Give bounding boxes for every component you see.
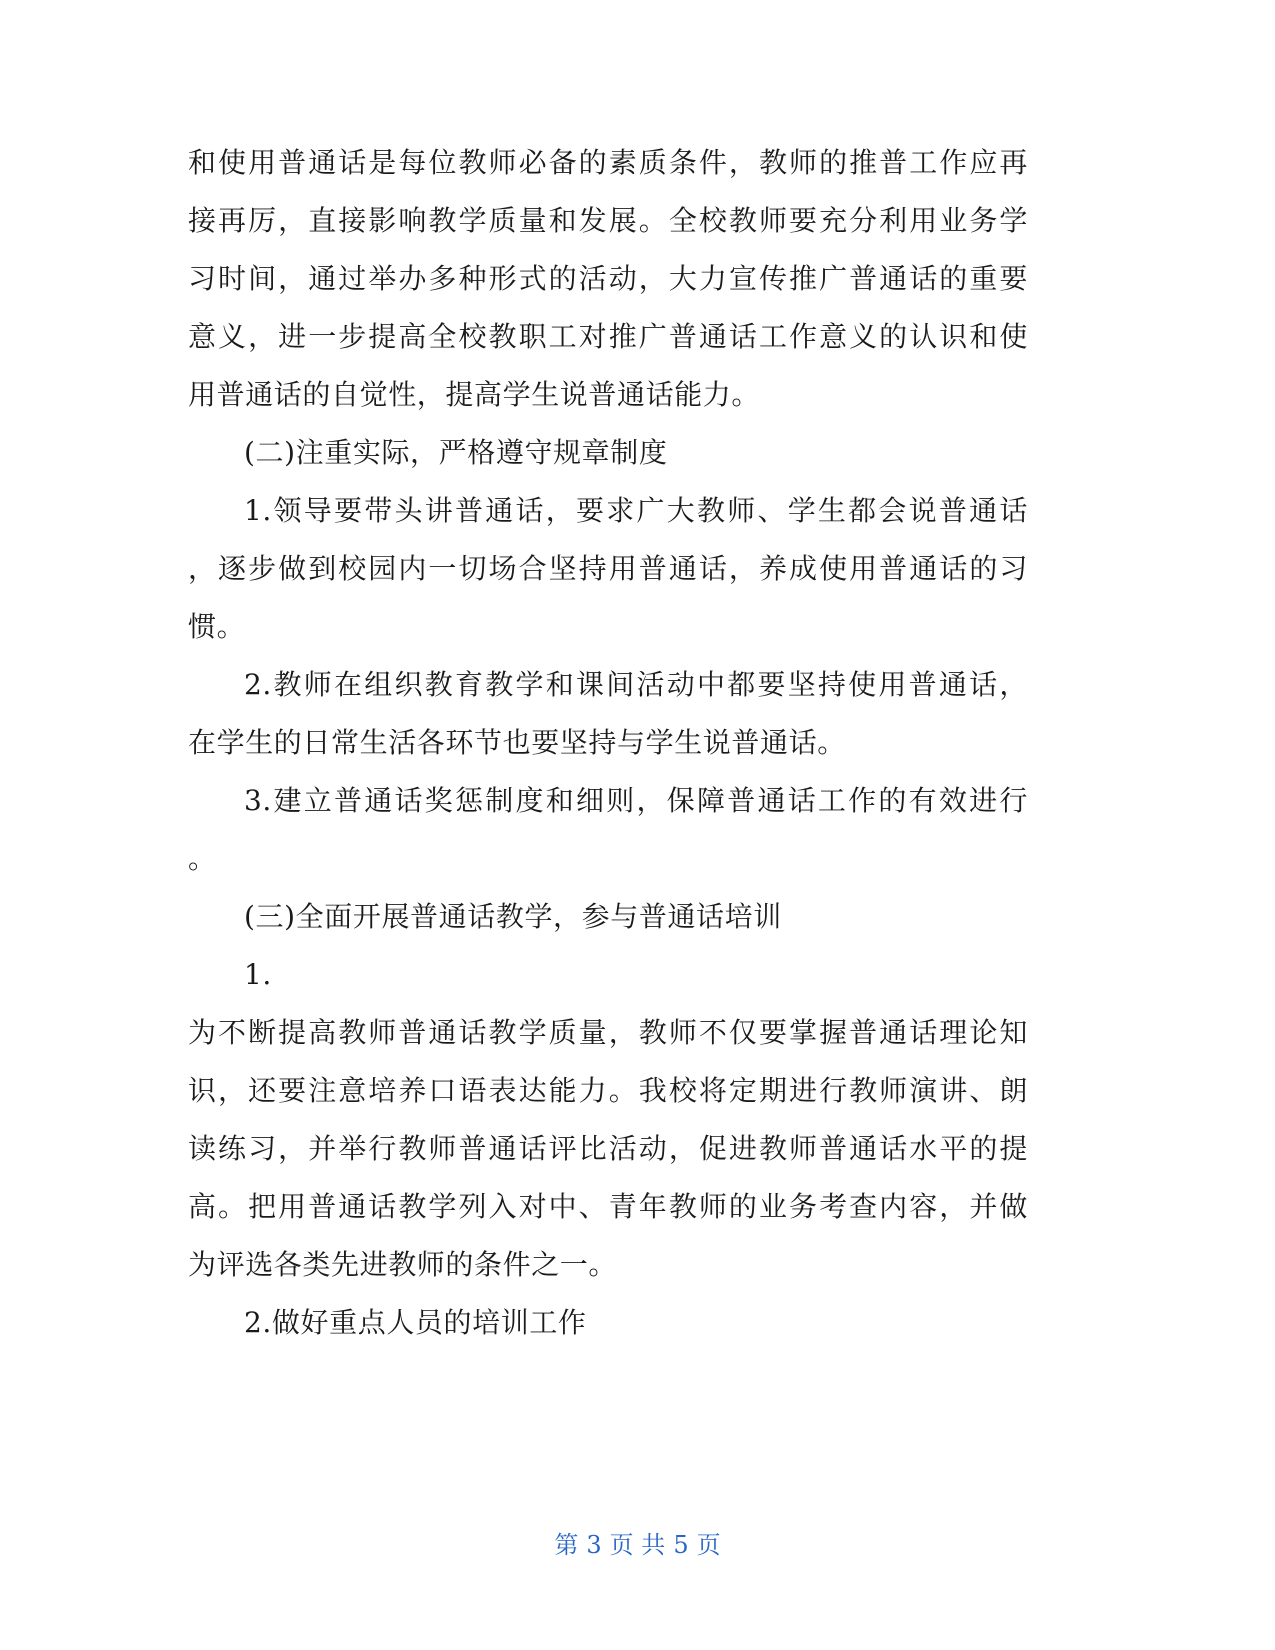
- body-text-line: 。: [188, 842, 217, 875]
- body-text-line: 用普通话的自觉性，提高学生说普通话能力。: [188, 378, 761, 411]
- body-text-line: 为评选各类先进教师的条件之一。: [188, 1248, 618, 1281]
- body-text-line: 接再厉，直接影响教学质量和发展。全校教师要充分利用业务学: [188, 204, 1028, 237]
- list-item-text: 3.建立普通话奖惩制度和细则，保障普通话工作的有效进行: [244, 784, 1028, 817]
- list-item-text: 1.领导要带头讲普通话，要求广大教师、学生都会说普通话: [244, 494, 1028, 527]
- body-text-line: ，逐步做到校园内一切场合坚持用普通话，养成使用普通话的习: [188, 552, 1028, 585]
- body-text-line: 意义，进一步提高全校教职工对推广普通话工作意义的认识和使: [188, 320, 1028, 353]
- total-pages-number: 5: [673, 1531, 689, 1559]
- body-text-line: 惯。: [188, 610, 246, 643]
- current-page-number: 3: [586, 1531, 602, 1559]
- body-text-line: 高。把用普通话教学列入对中、青年教师的业务考查内容，并做: [188, 1190, 1028, 1223]
- section-heading: (三)全面开展普通话教学，参与普通话培训: [244, 900, 782, 933]
- body-text-line: 为不断提高教师普通话教学质量，教师不仅要掌握普通话理论知: [188, 1016, 1028, 1049]
- body-text-line: 和使用普通话是每位教师必备的素质条件，教师的推普工作应再: [188, 146, 1028, 179]
- body-text-line: 习时间，通过举办多种形式的活动，大力宣传推广普通话的重要: [188, 262, 1028, 295]
- list-item-text: 2.教师在组织教育教学和课间活动中都要坚持使用普通话，: [244, 668, 1028, 701]
- page-number-footer: [0, 1530, 1275, 1560]
- page-label-mid: 页 共: [609, 1531, 666, 1559]
- list-item-text: 2.做好重点人员的培训工作: [244, 1306, 587, 1339]
- page-label-suffix: 页: [696, 1531, 721, 1559]
- body-text-line: 识，还要注意培养口语表达能力。我校将定期进行教师演讲、朗: [188, 1074, 1028, 1107]
- body-text-line: 读练习，并举行教师普通话评比活动，促进教师普通话水平的提: [188, 1132, 1028, 1165]
- list-item-number: 1.: [244, 958, 272, 991]
- body-text-line: 在学生的日常生活各环节也要坚持与学生说普通话。: [188, 726, 846, 759]
- page-label-prefix: 第: [554, 1531, 579, 1559]
- section-heading: (二)注重实际，严格遵守规章制度: [244, 436, 668, 469]
